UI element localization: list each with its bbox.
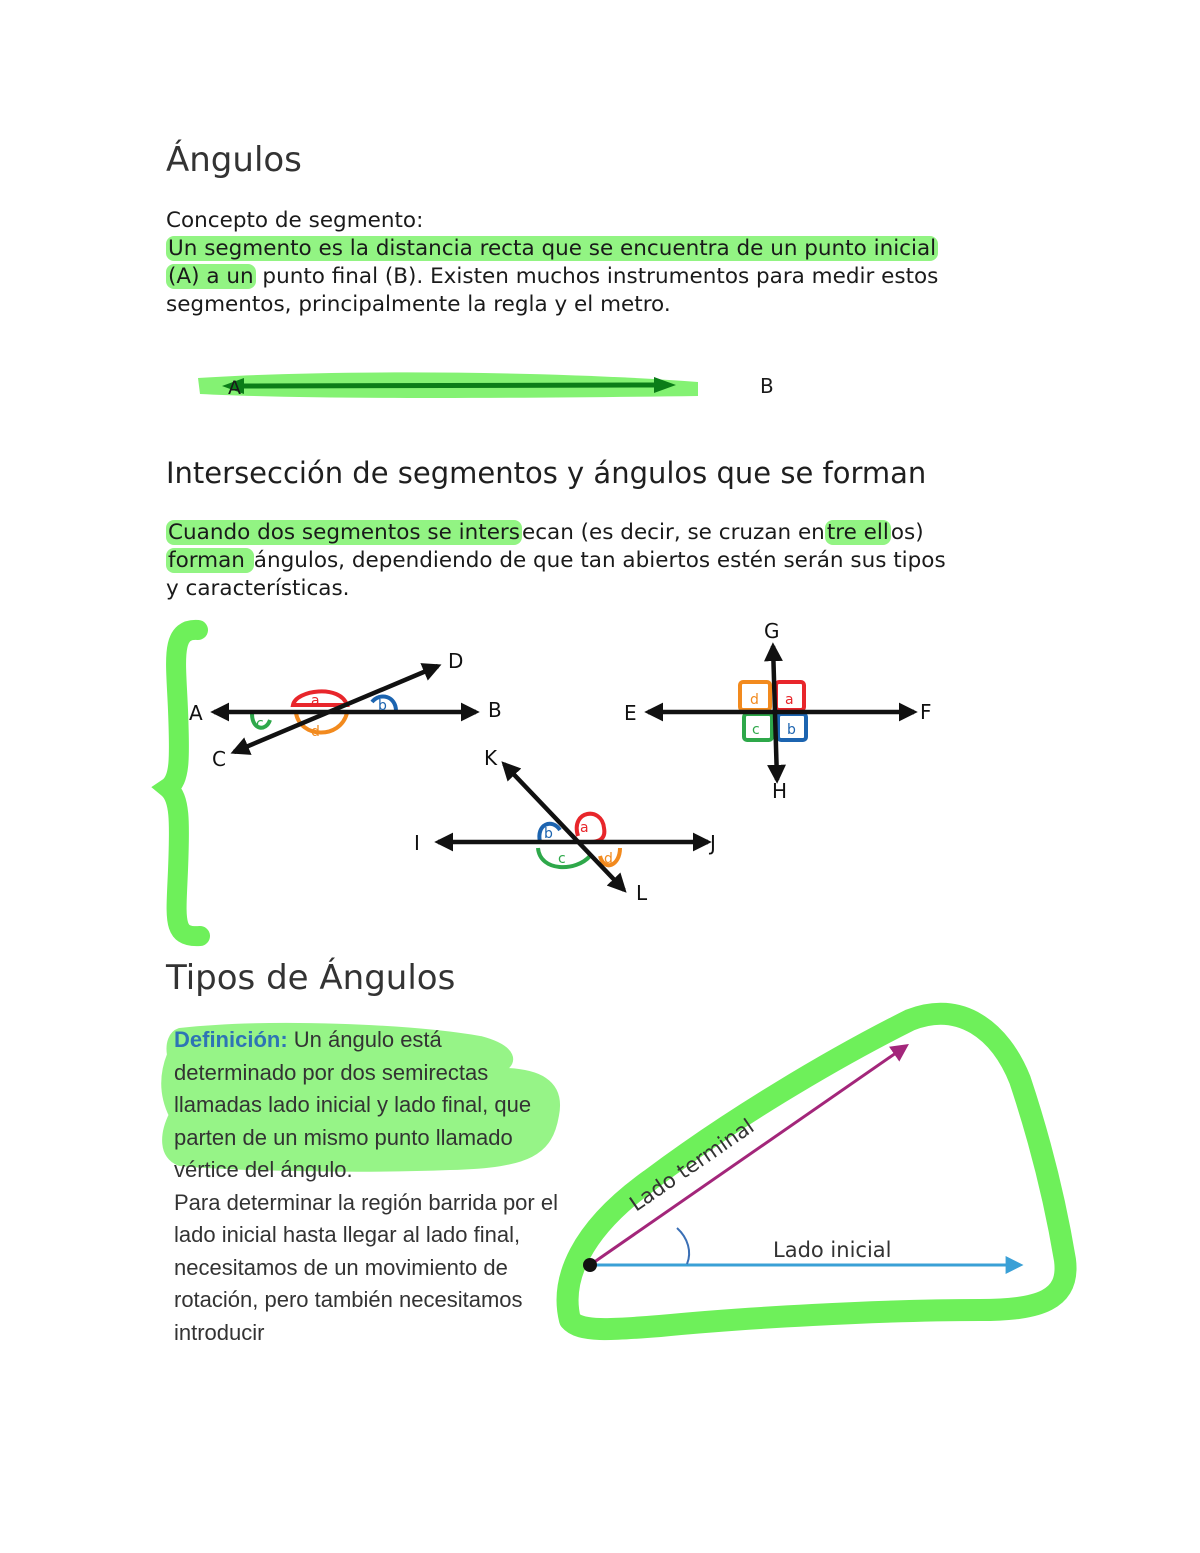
- definition-line-5: vértice del ángulo.: [174, 1157, 353, 1182]
- line-gh: [773, 646, 777, 780]
- para-line-5: introducir: [174, 1319, 265, 1345]
- mark-c-2: c: [752, 722, 760, 738]
- vertex-point: [583, 1258, 597, 1272]
- mark-d-2: d: [750, 692, 759, 708]
- segment-paragraph: [166, 235, 1046, 319]
- para-line-2: lado inicial hasta llegar al lado final,: [174, 1222, 521, 1247]
- intersection-text-4: y características.: [166, 576, 350, 601]
- diagram-ab-cd: [189, 649, 502, 771]
- intersection-text-2: os): [890, 520, 924, 545]
- definition-block: [174, 1024, 594, 1349]
- segment-line: [238, 385, 658, 386]
- label-initial: Lado inicial: [773, 1238, 892, 1262]
- label-b: B: [488, 698, 502, 722]
- label-l: L: [636, 881, 648, 905]
- intersection-highlight-2: tre ell: [826, 520, 889, 545]
- segment-line-2: punto final (B). Existen muchos instrumentos para medir estos: [255, 264, 939, 289]
- para-line-4: rotación, pero también necesitamos: [174, 1287, 523, 1312]
- angle-figure: [540, 1000, 1100, 1350]
- segment-line-3: segmentos, principalmente la regla y el metro.: [166, 292, 671, 317]
- angle-a-red: [293, 691, 347, 705]
- definition-line-4: parten de un mismo punto llamado: [174, 1124, 513, 1150]
- label-g: G: [764, 619, 780, 643]
- segment-highlight-1: Un segmento es la distancia recta que se encuentra de un punto inicial: [168, 236, 937, 261]
- angle-arc: [677, 1228, 689, 1264]
- mark-d-3: d: [604, 851, 613, 867]
- intersection-paragraph: [166, 519, 1066, 603]
- mark-b-3: b: [544, 826, 553, 842]
- label-i: I: [414, 831, 420, 855]
- definition-line-2: determinado por dos semirectas: [174, 1059, 489, 1085]
- intersection-text-3: ángulos, dependiendo de que tan abiertos estén serán sus tipos: [253, 548, 946, 573]
- intersection-diagrams: [0, 610, 1200, 950]
- segment-label-a: A: [228, 377, 241, 399]
- mark-b-2: b: [787, 722, 796, 738]
- segment-heading: Concepto de segmento:: [166, 208, 424, 233]
- diagram-ij-kl: [414, 746, 716, 905]
- green-loop: [568, 1014, 1066, 1329]
- label-a: A: [189, 701, 203, 725]
- segment-figure: [0, 350, 1200, 420]
- para-line-3: necesitamos de un movimiento de: [174, 1254, 508, 1280]
- mark-b: b: [378, 698, 387, 714]
- intersection-heading: Intersección de segmentos y ángulos que se forman: [166, 456, 927, 490]
- line-cd: [234, 666, 438, 752]
- label-j: J: [710, 831, 716, 855]
- mark-c: c: [256, 716, 264, 732]
- label-d: D: [448, 649, 464, 673]
- terminal-side: [590, 1046, 906, 1265]
- para-line-1: Para determinar la región barrida por el: [174, 1189, 558, 1215]
- segment-highlight-2: (A) a un: [168, 264, 254, 289]
- mark-a-2: a: [785, 692, 794, 708]
- mark-c-3: c: [558, 851, 566, 867]
- mark-a-3: a: [580, 820, 589, 836]
- page-title: Ángulos: [166, 140, 302, 180]
- label-f: F: [920, 700, 932, 724]
- intersection-text-1: ecan (es decir, se cruzan en: [521, 520, 825, 545]
- mark-a: a: [311, 693, 320, 709]
- definition-label: Definición:: [174, 1027, 288, 1052]
- line-kl: [504, 764, 624, 890]
- intersection-highlight-3: forman: [168, 548, 252, 573]
- diagram-ef-gh: [624, 619, 932, 803]
- segment-label-b: B: [760, 374, 774, 398]
- label-e: E: [624, 701, 637, 725]
- definition-line-3: llamadas lado inicial y lado final, que: [174, 1092, 532, 1117]
- intersection-highlight-1: Cuando dos segmentos se inters: [168, 520, 520, 545]
- types-heading: Tipos de Ángulos: [166, 958, 456, 998]
- label-h: H: [772, 779, 788, 803]
- label-c: C: [212, 747, 226, 771]
- definition-line-1: Un ángulo está: [287, 1027, 442, 1052]
- green-brace: [168, 630, 200, 936]
- label-terminal: Lado terminal: [625, 1114, 759, 1217]
- mark-d: d: [311, 724, 320, 740]
- label-k: K: [484, 746, 498, 770]
